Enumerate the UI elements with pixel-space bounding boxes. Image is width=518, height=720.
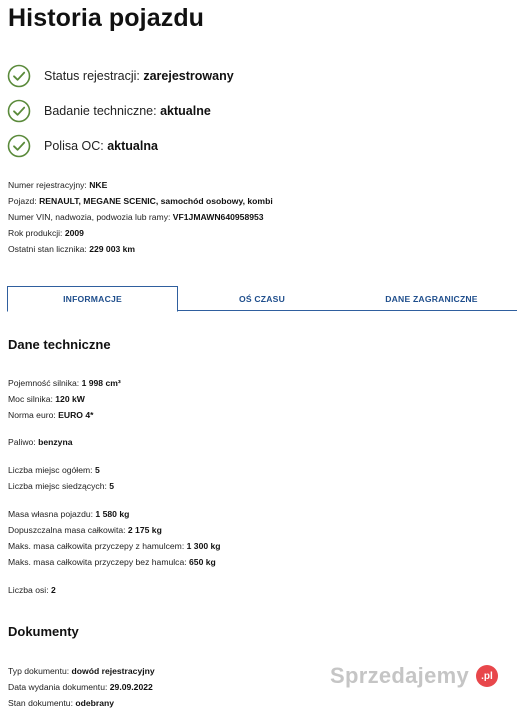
check-circle-icon xyxy=(7,99,31,123)
axles-group xyxy=(8,582,56,598)
detail-value: 229 003 km xyxy=(89,244,136,254)
tech-label: Dopuszczalna masa całkowita: xyxy=(8,525,128,535)
vehicle-details xyxy=(8,177,273,257)
docs-section-heading: Dokumenty xyxy=(8,624,79,639)
status-registration-text xyxy=(44,69,234,83)
detail-label: Ostatni stan licznika: xyxy=(8,244,90,254)
tab-bar xyxy=(7,286,517,311)
doc-status xyxy=(8,695,155,711)
fuel-group xyxy=(8,434,72,450)
tech-value: 2 175 kg xyxy=(127,525,162,535)
tech-value: 650 kg xyxy=(189,557,216,567)
tech-label: Norma euro: xyxy=(8,410,59,420)
euro-norm xyxy=(8,407,121,423)
mass-group xyxy=(8,506,221,570)
tech-value: 5 xyxy=(109,481,115,491)
seats-sitting xyxy=(8,478,114,494)
status-inspection xyxy=(7,93,507,128)
doc-value: 29.09.2022 xyxy=(109,682,153,692)
status-list xyxy=(7,58,507,163)
detail-label: Rok produkcji: xyxy=(8,228,65,238)
detail-year xyxy=(8,225,273,241)
doc-value: dowód rejestracyjny xyxy=(71,666,155,676)
status-insurance-text xyxy=(44,139,158,153)
status-label: Badanie techniczne: xyxy=(44,103,161,118)
detail-value: VF1JMAWN640958953 xyxy=(172,212,264,222)
status-value: aktualne xyxy=(160,103,211,118)
docs-group xyxy=(8,663,155,711)
status-value: zarejestrowany xyxy=(143,68,234,83)
tech-label: Masa własna pojazdu: xyxy=(8,509,96,519)
doc-issue-date xyxy=(8,679,155,695)
trailer-unbraked xyxy=(8,554,221,570)
watermark-badge: .pl xyxy=(476,665,498,687)
tech-label: Liczba miejsc siedzących: xyxy=(8,481,110,491)
doc-label: Stan dokumentu: xyxy=(8,698,76,708)
tab-os-czasu[interactable]: OŚ CZASU xyxy=(238,293,285,304)
fuel-type xyxy=(8,434,72,450)
detail-value: 2009 xyxy=(64,228,84,238)
gross-weight xyxy=(8,522,221,538)
detail-vehicle xyxy=(8,193,273,209)
page-title: Historia pojazdu xyxy=(8,4,205,32)
tech-value: 1 580 kg xyxy=(95,509,130,519)
tech-value: EURO 4* xyxy=(58,410,94,420)
check-circle-icon xyxy=(7,134,31,158)
tech-section-heading: Dane techniczne xyxy=(8,337,111,352)
tech-value: benzyna xyxy=(38,437,73,447)
seats-group xyxy=(8,462,114,494)
trailer-braked xyxy=(8,538,221,554)
tech-label: Maks. masa całkowita przyczepy bez hamulca: xyxy=(8,557,190,567)
doc-label: Typ dokumentu: xyxy=(8,666,72,676)
tech-label: Paliwo: xyxy=(8,437,39,447)
doc-value: odebrany xyxy=(75,698,115,708)
tech-value: 2 xyxy=(51,585,56,595)
curb-weight xyxy=(8,506,221,522)
doc-label: Data wydania dokumentu: xyxy=(8,682,110,692)
status-label: Status rejestracji: xyxy=(44,68,144,83)
tech-value: 1 300 kg xyxy=(186,541,221,551)
tech-label: Maks. masa całkowita przyczepy z hamulcem: xyxy=(8,541,187,551)
detail-value: NKE xyxy=(89,180,108,190)
axle-count xyxy=(8,582,56,598)
status-label: Polisa OC: xyxy=(44,138,108,153)
tech-label: Liczba osi: xyxy=(8,585,51,595)
detail-label: Numer VIN, nadwozia, podwozia lub ramy: xyxy=(8,212,173,222)
check-circle-icon xyxy=(7,64,31,88)
detail-registration-number xyxy=(8,177,273,193)
tab-informacje[interactable]: INFORMACJE xyxy=(7,286,178,312)
watermark-text: Sprzedajemy xyxy=(330,663,470,688)
engine-group xyxy=(8,375,121,423)
tech-value: 1 998 cm³ xyxy=(81,378,121,388)
detail-label: Pojazd: xyxy=(8,196,40,206)
seats-total xyxy=(8,462,114,478)
tech-label: Liczba miejsc ogółem: xyxy=(8,465,95,475)
tab-dane-zagraniczne[interactable]: DANE ZAGRANICZNE xyxy=(385,293,478,304)
tech-label: Moc silnika: xyxy=(8,394,56,404)
detail-value: RENAULT, MEGANE SCENIC, samochód osobowy, kombi xyxy=(39,196,273,206)
engine-power xyxy=(8,391,121,407)
status-value: aktualna xyxy=(107,138,158,153)
tech-label: Pojemność silnika: xyxy=(8,378,82,388)
doc-type xyxy=(8,663,155,679)
tech-value: 5 xyxy=(94,465,100,475)
status-inspection-text xyxy=(44,104,211,118)
status-insurance xyxy=(7,128,507,163)
status-registration xyxy=(7,58,507,93)
detail-odometer xyxy=(8,241,273,257)
tech-value: 120 kW xyxy=(55,394,85,404)
detail-vin xyxy=(8,209,273,225)
detail-label: Numer rejestracyjny: xyxy=(8,180,90,190)
engine-capacity xyxy=(8,375,121,391)
